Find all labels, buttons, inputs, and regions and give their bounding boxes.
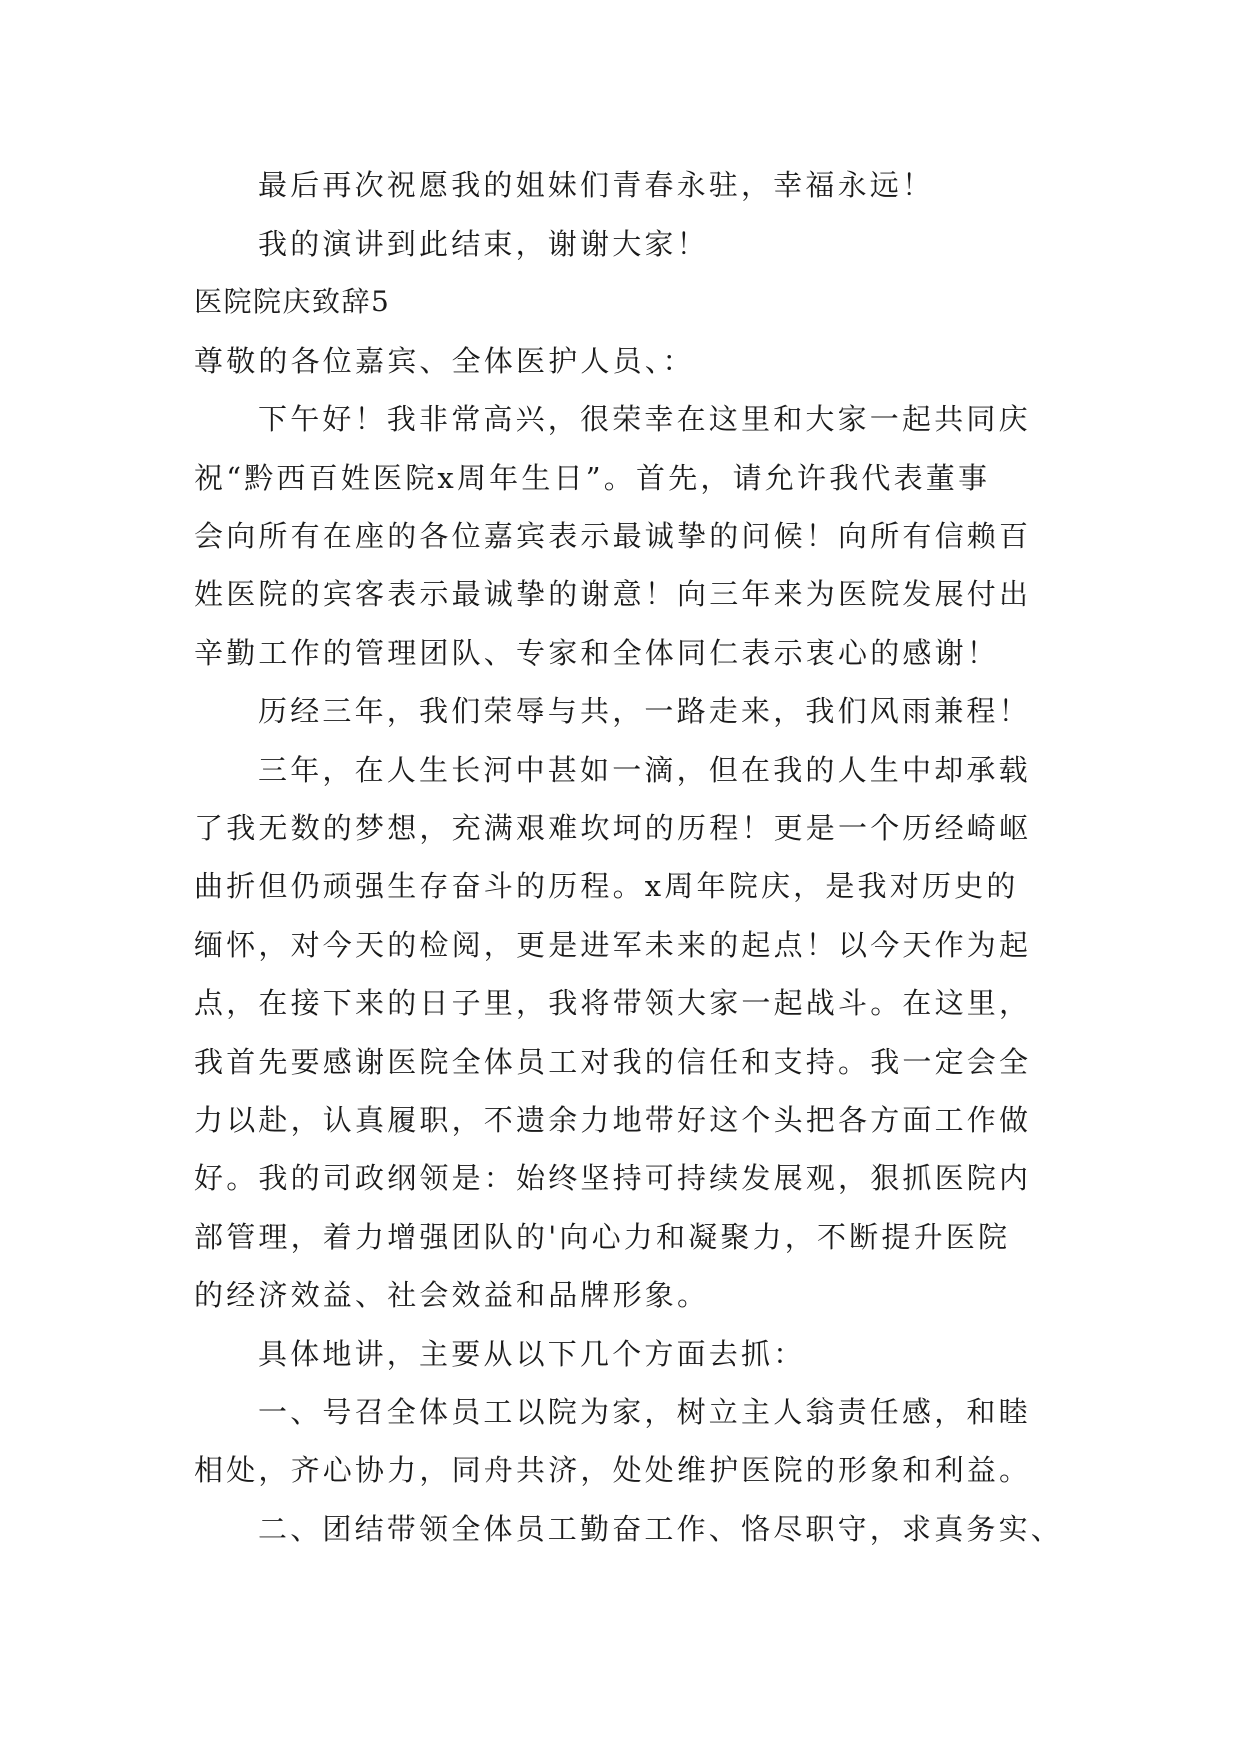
- salutation: 尊敬的各位嘉宾、全体医护人员、：: [194, 344, 695, 378]
- text-line: 二、团结带领全体员工勤奋工作、恪尽职守，求真务实、: [258, 1512, 1064, 1546]
- text-line: 相处，齐心协力，同舟共济，处处维护医院的形象和利益。: [194, 1453, 1032, 1487]
- text-line: 姓医院的宾客表示最诚挚的谢意！向三年来为医院发展付出: [194, 577, 1032, 611]
- text-line: 辛勤工作的管理团队、专家和全体同仁表示衷心的感谢！: [194, 636, 1000, 670]
- text-line: 三年，在人生长河中甚如一滴，但在我的人生中却承载: [258, 753, 1031, 787]
- text-line: 曲折但仍顽强生存奋斗的历程。x周年院庆，是我对历史的: [194, 869, 1019, 903]
- text-line: 祝“黔西百姓医院x周年生日”。首先，请允许我代表董事: [194, 461, 991, 495]
- section-heading: 医院院庆致辞5: [194, 285, 391, 318]
- text-line: 的经济效益、社会效益和品牌形象。: [194, 1278, 710, 1312]
- text-line: 下午好！我非常高兴，很荣幸在这里和大家一起共同庆: [258, 402, 1031, 436]
- text-line: 会向所有在座的各位嘉宾表示最诚挚的问候！向所有信赖百: [194, 519, 1032, 553]
- text-line: 具体地讲，主要从以下几个方面去抓：: [258, 1337, 806, 1371]
- text-line: 最后再次祝愿我的姐妹们青春永驻，幸福永远！: [258, 168, 935, 202]
- text-line: 我首先要感谢医院全体员工对我的信任和支持。我一定会全: [194, 1045, 1032, 1079]
- text-line: 了我无数的梦想，充满艰难坎坷的历程！更是一个历经崎岖: [194, 811, 1032, 845]
- text-line: 力以赴，认真履职，不遗余力地带好这个头把各方面工作做: [194, 1103, 1032, 1137]
- text-line: 缅怀，对今天的检阅，更是进军未来的起点！以今天作为起: [194, 928, 1032, 962]
- text-line: 历经三年，我们荣辱与共，一路走来，我们风雨兼程！: [258, 694, 1031, 728]
- text-line: 一、号召全体员工以院为家，树立主人翁责任感，和睦: [258, 1395, 1031, 1429]
- text-line: 点，在接下来的日子里，我将带领大家一起战斗。在这里，: [194, 986, 1032, 1020]
- text-line: 好。我的司政纲领是：始终坚持可持续发展观，狠抓医院内: [194, 1161, 1032, 1195]
- text-line: 我的演讲到此结束，谢谢大家！: [258, 227, 709, 261]
- text-line: 部管理，着力增强团队的'向心力和凝聚力，不断提升医院: [194, 1220, 1011, 1254]
